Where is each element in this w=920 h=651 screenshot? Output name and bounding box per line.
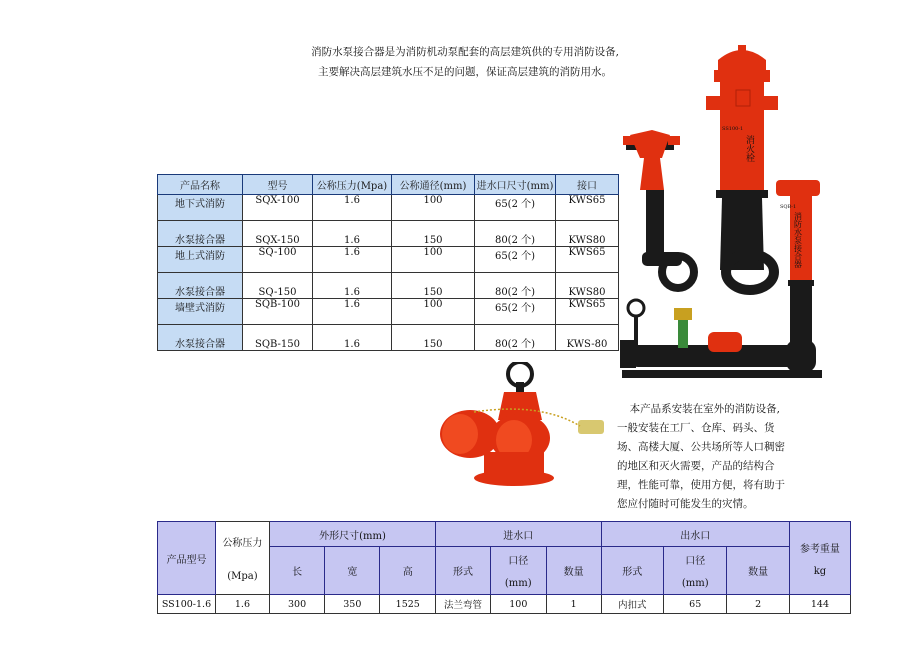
intro-line-1: 消防水泵接合器是为消防机动泵配套的高层建筑供的专用消防设备, [311, 46, 619, 58]
wall-connector-code: SQB-1 [780, 204, 797, 210]
table-cell: SQ-100 [243, 247, 313, 273]
weight-label: 参考重量 [799, 543, 840, 555]
table-cell: 内扣式 [601, 595, 664, 614]
table-cell: SQX-150 [243, 221, 313, 247]
table-cell: 100 [490, 595, 546, 614]
table-cell: 65(2 个) [475, 247, 556, 273]
table-cell: SS100-1.6 [158, 595, 216, 614]
spec-table [157, 174, 619, 351]
table-cell: 法兰弯管 [436, 595, 491, 614]
intro-line-2: 主要解决高层建筑水压不足的问题，保证高层建筑的消防用水。 [318, 66, 612, 78]
table-cell: 300 [269, 595, 324, 614]
table-cell: 65 [664, 595, 727, 614]
pressure-label: 公称压力 [222, 538, 263, 549]
table-cell: 80(2 个) [475, 273, 556, 299]
table-cell: 65(2 个) [475, 299, 556, 325]
spec-header-interface: 接口 [556, 175, 619, 195]
width-header: 宽 [325, 547, 380, 595]
spec-header-diameter: 公称通径(mm) [392, 175, 475, 195]
table-cell: 80(2 个) [475, 325, 556, 351]
outer-size-header: 外形尺寸(mm) [269, 522, 435, 547]
table-cell: 水泵接合器 [158, 273, 243, 299]
table-cell: 1.6 [313, 221, 392, 247]
table-cell: 100 [392, 247, 475, 273]
table-cell: 150 [392, 273, 475, 299]
table-cell: KWS-80 [556, 325, 619, 351]
length-header: 长 [269, 547, 324, 595]
fire-hydrant-image [706, 45, 778, 290]
table-cell: 地下式消防 [158, 195, 243, 221]
table-cell: 1.6 [313, 299, 392, 325]
table-cell: 100 [392, 299, 475, 325]
table-cell: KWS65 [556, 195, 619, 221]
table-cell: 1.6 [313, 325, 392, 351]
table-cell: SQB-100 [243, 299, 313, 325]
table-cell: KWS65 [556, 299, 619, 325]
spec-header-pressure: 公称压力(Mpa) [313, 175, 392, 195]
table-row [158, 273, 619, 299]
table-cell: 水泵接合器 [158, 221, 243, 247]
hydrant-label: 消火栓 [744, 135, 754, 162]
table-row [158, 195, 619, 221]
table-cell: 80(2 个) [475, 221, 556, 247]
outlet-dia-header [664, 547, 727, 595]
table-cell: 150 [392, 325, 475, 351]
table-cell: 水泵接合器 [158, 325, 243, 351]
table-cell: 144 [789, 595, 850, 614]
inlet-dia-header [490, 547, 546, 595]
table-cell: 1.6 [313, 273, 392, 299]
spec-header-name: 产品名称 [158, 175, 243, 195]
outlet-dia-unit: (mm) [681, 578, 709, 589]
table-cell: 1 [546, 595, 601, 614]
inlet-dia-unit: (mm) [504, 578, 532, 589]
table-cell: 地上式消防 [158, 247, 243, 273]
table-row [158, 595, 851, 614]
spec-header-model: 型号 [243, 175, 313, 195]
hydrant-code: SS100-1 [722, 126, 744, 132]
table-row [158, 522, 851, 547]
table-cell: 150 [392, 221, 475, 247]
table-cell: 65(2 个) [475, 195, 556, 221]
product-photo-cluster [618, 40, 828, 402]
dimensions-table [157, 521, 851, 614]
spec-table-header [158, 175, 619, 195]
model-header: 产品型号 [158, 522, 216, 595]
outlet-dia-label: 口径 [685, 556, 706, 567]
table-cell: KWS80 [556, 273, 619, 299]
table-cell: KWS80 [556, 221, 619, 247]
table-cell: 350 [325, 595, 380, 614]
weight-unit: kg [813, 565, 827, 577]
description-text: 本产品系安装在室外的消防设备,一般安装在工厂、仓库、码头、货场、高楼大厦、公共场所等人口稠密的地区和灭火需要，产品的结构合理，性能可靠，使用方便，将有助于您应付随时可能发生的灾情。 [617, 403, 785, 510]
height-header: 高 [380, 547, 436, 595]
connector-photo [430, 362, 608, 492]
table-cell: SQX-100 [243, 195, 313, 221]
spec-header-inlet: 进水口尺寸(mm) [475, 175, 556, 195]
table-cell: SQB-150 [243, 325, 313, 351]
table-cell: 1.6 [313, 247, 392, 273]
outlet-form-header: 形式 [601, 547, 664, 595]
inlet-dia-label: 口径 [508, 556, 529, 567]
weight-header [789, 522, 850, 595]
table-row [158, 247, 619, 273]
underground-connector-image [623, 130, 694, 288]
product-description [617, 400, 787, 514]
pressure-unit: (Mpa) [227, 571, 258, 582]
table-cell: SQ-150 [243, 273, 313, 299]
inlet-form-header: 形式 [436, 547, 491, 595]
table-cell: 1.6 [215, 595, 269, 614]
table-cell: KWS65 [556, 247, 619, 273]
table-cell: 1525 [380, 595, 436, 614]
outlet-header: 出水口 [601, 522, 789, 547]
outlet-qty-header: 数量 [727, 547, 790, 595]
wall-connector-label: 消防水泵接合器 [793, 212, 803, 268]
table-cell: 100 [392, 195, 475, 221]
inlet-qty-header: 数量 [546, 547, 601, 595]
table-row [158, 325, 619, 351]
pressure-header [215, 522, 269, 595]
table-row [158, 221, 619, 247]
intro-text [300, 42, 630, 82]
table-cell: 墙壁式消防 [158, 299, 243, 325]
inlet-header: 进水口 [436, 522, 601, 547]
table-cell: 1.6 [313, 195, 392, 221]
table-cell: 2 [727, 595, 790, 614]
table-row [158, 299, 619, 325]
